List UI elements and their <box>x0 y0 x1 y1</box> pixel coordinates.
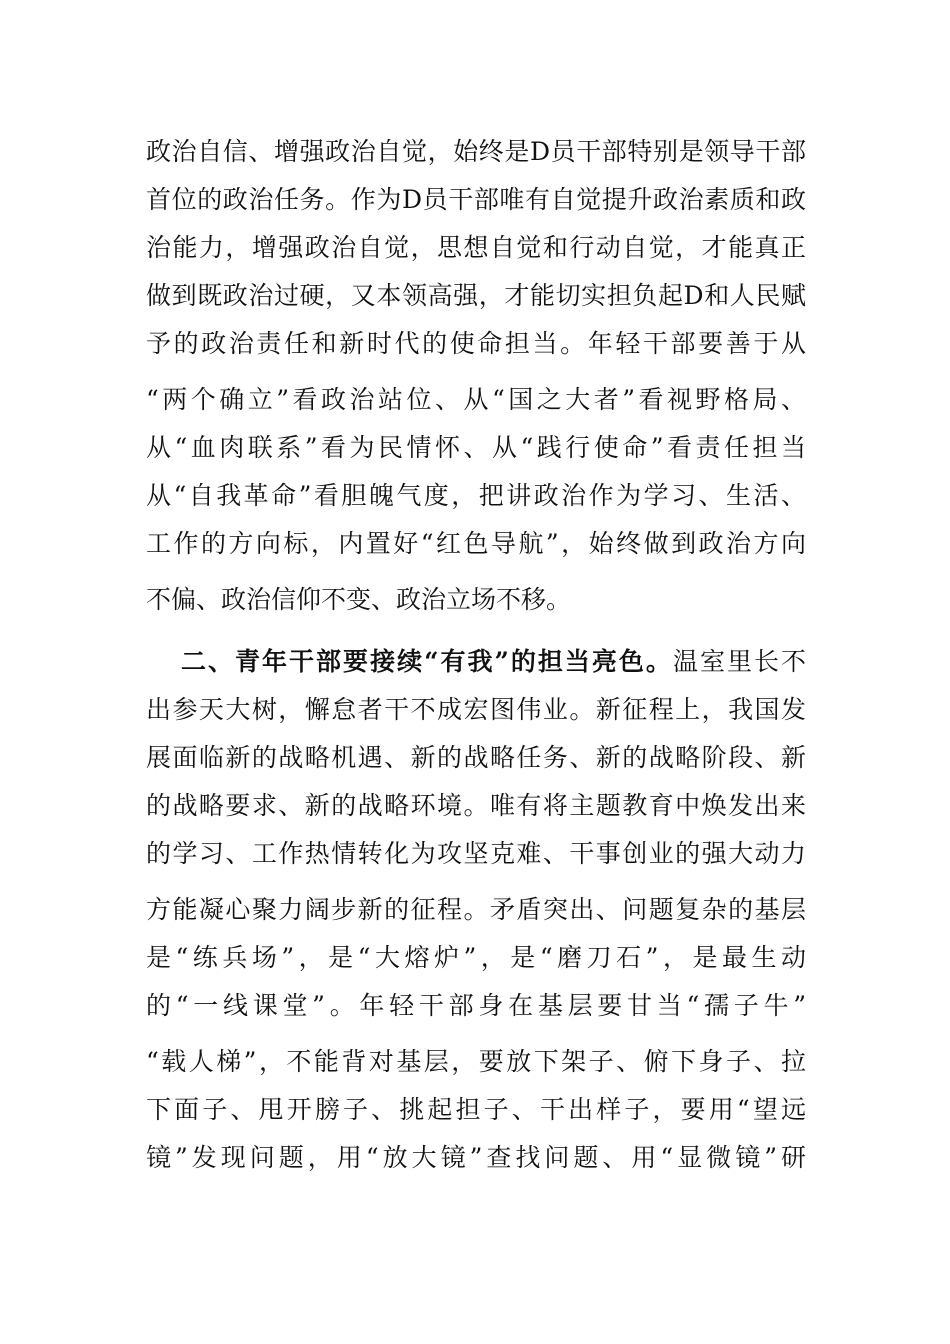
section-2-line-5: 的学习、工作热情转化为攻坚克难、干事创业的强大动力 <box>146 839 806 868</box>
section-2-line-7: 是“练兵场”，是“大熔炉”，是“磨刀石”，是最生动 <box>146 943 806 972</box>
section-2-line-9: “载人梯”，不能背对基层，要放下架子、俯下身子、拉 <box>146 1047 806 1076</box>
section-2-line-11: 镜”发现问题，用“放大镜”查找问题、用“显微镜”研 <box>146 1143 806 1172</box>
paragraph-1-line-4: 做到既政治过硬，又本领高强，才能切实担负起D和人民赋 <box>146 281 806 310</box>
paragraph-1-line-9: 工作的方向标，内置好“红色导航”，始终做到政治方向 <box>146 529 806 558</box>
section-2-line-10: 下面子、甩开膀子、挑起担子、干出样子，要用“望远 <box>146 1095 806 1124</box>
section-2-line-3: 展面临新的战略机遇、新的战略任务、新的战略阶段、新 <box>146 743 806 772</box>
section-2-first-line-text: 温室里长不 <box>672 647 806 676</box>
section-2-first-line <box>181 642 806 682</box>
section-2-heading: 二、青年干部要接续“有我”的担当亮色。 <box>181 647 673 676</box>
paragraph-1-line-10: 不偏、政治信仰不变、政治立场不移。 <box>146 585 572 614</box>
paragraph-1-line-1: 政治自信、增强政治自觉，始终是D员干部特别是领导干部 <box>146 137 806 166</box>
section-2-line-6: 方能凝心聚力阔步新的征程。矛盾突出、问题复杂的基层 <box>146 895 806 924</box>
paragraph-1-line-5: 予的政治责任和新时代的使命担当。年轻干部要善于从 <box>146 329 806 358</box>
section-2-line-4: 的战略要求、新的战略环境。唯有将主题教育中焕发出来 <box>146 791 806 820</box>
paragraph-1-line-8: 从“自我革命”看胆魄气度，把讲政治作为学习、生活、 <box>146 481 806 510</box>
section-2-line-8: 的“一线课堂”。年轻干部身在基层要甘当“孺子牛” <box>146 991 806 1020</box>
paragraph-1-line-6: “两个确立”看政治站位、从“国之大者”看视野格局、 <box>146 385 806 414</box>
paragraph-1-line-2: 首位的政治任务。作为D员干部唯有自觉提升政治素质和政 <box>146 185 806 214</box>
paragraph-1-line-3: 治能力，增强政治自觉，思想自觉和行动自觉，才能真正 <box>146 233 806 262</box>
paragraph-1-line-7: 从“血肉联系”看为民情怀、从“践行使命”看责任担当 <box>146 433 806 462</box>
section-2-line-2: 出参天大树，懈怠者干不成宏图伟业。新征程上，我国发 <box>146 695 806 724</box>
